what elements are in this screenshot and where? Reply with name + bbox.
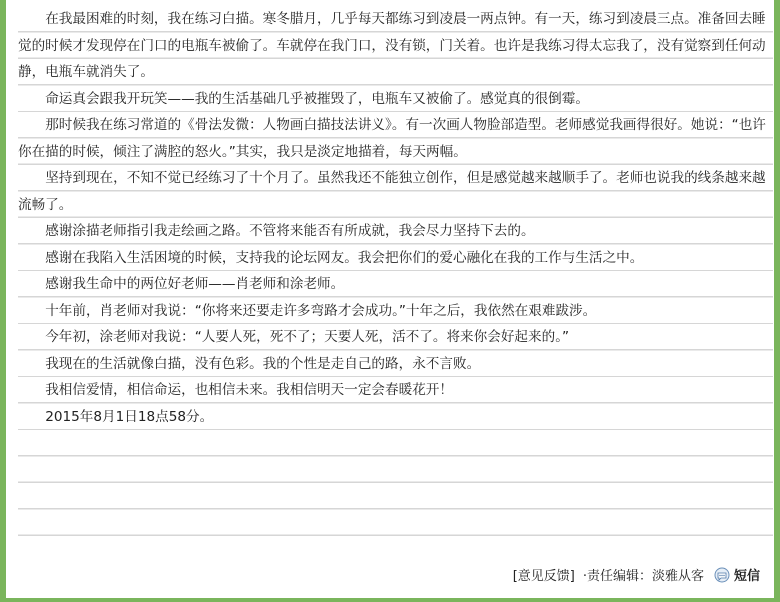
article-paragraph: 命运真会跟我开玩笑——我的生活基础几乎被摧毁了，电瓶车又被偷了。感觉真的很倒霉。 <box>18 86 773 113</box>
article-paragraph: 我现在的生活就像白描，没有色彩。我的个性是走自己的路，永不言败。 <box>18 351 773 378</box>
article-paragraph: 那时候我在练习常道的《骨法发微：人物画白描技法讲义》。有一次画人物脸部造型。老师感觉我画得很好。她说：“也许你在描的时候，倾注了满腔的怒火。”其实，我只是淡定地描着，每天两幅。 <box>18 112 773 165</box>
sms-link[interactable]: 短信 <box>733 569 760 584</box>
article-paragraph: 感谢我生命中的两位好老师——肖老师和涂老师。 <box>18 271 773 298</box>
article-body <box>18 0 773 536</box>
feedback-link[interactable]: [意见反馈] <box>512 569 575 584</box>
article-paragraph: 我相信爱情，相信命运，也相信未来。我相信明天一定会春暖花开！ <box>18 377 773 404</box>
bottom-border <box>6 598 774 602</box>
article-footer <box>513 565 760 584</box>
article-paragraph: 今年初，涂老师对我说：“人要人死，死不了；天要人死，活不了。将来你会好起来的。” <box>18 324 773 351</box>
article-paragraph: 十年前，肖老师对我说：“你将来还要走许多弯路才会成功。”十年之后，我依然在艰难跋涉。 <box>18 298 773 325</box>
message-icon[interactable] <box>714 567 730 583</box>
ruled-blank-area <box>18 430 773 536</box>
article-paragraph: 感谢在我陷入生活困境的时候，支持我的论坛网友。我会把你们的爱心融化在我的工作与生活之中。 <box>18 245 773 272</box>
article-paragraph: 感谢涂描老师指引我走绘画之路。不管将来能否有所成就，我会尽力坚持下去的。 <box>18 218 773 245</box>
editor-credit: ·责任编辑：淡雅从客 <box>582 569 704 584</box>
article-date: 2015年8月1日18点58分。 <box>18 404 773 431</box>
article-paragraph: 坚持到现在，不知不觉已经练习了十个月了。虽然我还不能独立创作，但是感觉越来越顺手了。老师也说我的线条越来越流畅了。 <box>18 165 773 218</box>
article-paragraph: 在我最困难的时刻，我在练习白描。寒冬腊月，几乎每天都练习到凌晨一两点钟。有一天，练习到凌晨三点。准备回去睡觉的时候才发现停在门口的电瓶车被偷了。车就停在我门口，没有锁，门关着。也许是我练习得太忘我了，没有觉察到任何动静，电瓶车就消失了。 <box>18 6 773 86</box>
